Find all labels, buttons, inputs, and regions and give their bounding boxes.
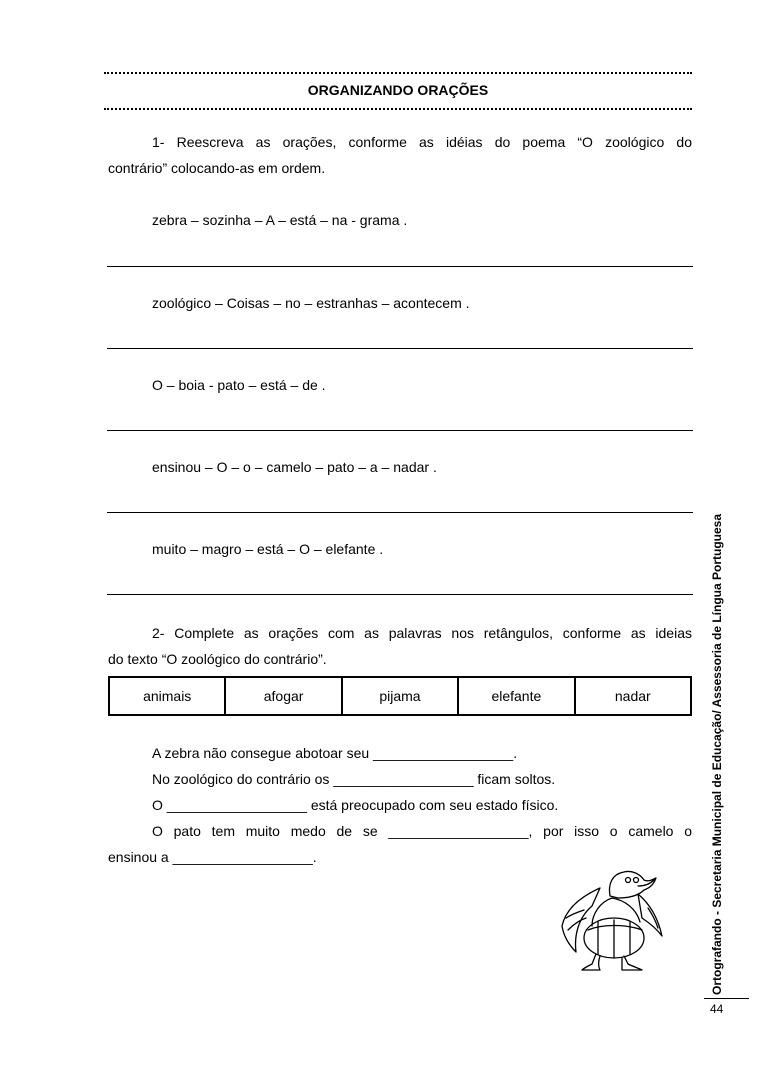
duck-illustration: [552, 866, 672, 978]
page-number-rule: [704, 998, 749, 999]
scrambled-sentence-4: ensinou – O – o – camelo – pato – a – nadar .: [152, 459, 437, 475]
scrambled-sentence-5: muito – magro – está – O – elefante .: [152, 541, 384, 557]
answer-line-2[interactable]: [107, 348, 693, 349]
fill-sentence-3: O __________________ está preocupado com seu estado físico.: [152, 797, 559, 813]
word-bank-table: [108, 676, 692, 716]
title-dotted-rule: [104, 108, 692, 110]
answer-line-1[interactable]: [107, 266, 693, 267]
answer-line-3[interactable]: [107, 430, 693, 431]
exercise2-intro-line2: do texto “O zoológico do contrário”.: [108, 651, 327, 667]
fill-sentence-5: ensinou a __________________.: [108, 849, 317, 865]
answer-line-5[interactable]: [107, 594, 693, 595]
word-bank-elefante: elefante: [458, 677, 574, 715]
answer-line-4[interactable]: [107, 512, 693, 513]
fill-sentence-1: A zebra não consegue abotoar seu __________________.: [152, 745, 518, 761]
exercise1-intro-line2: contrário” colocando-as em ordem.: [108, 160, 326, 176]
sidebar-credit-text: Ortografando - Secretaria Municipal de Educação/ Assessoria de Língua Portuguesa: [710, 513, 724, 995]
exercise2-intro-line1: 2- Complete as orações com as palavras nos retângulos, conforme as ideias: [152, 625, 692, 641]
scrambled-sentence-1: zebra – sozinha – A – está – na - grama .: [152, 212, 408, 228]
word-bank-afogar: afogar: [225, 677, 341, 715]
exercise1-intro-line1: 1- Reescreva as orações, conforme as idéias do poema “O zoológico do: [152, 134, 692, 150]
fill-sentence-4: O pato tem muito medo de se __________________, por isso o camelo o: [152, 823, 692, 839]
word-bank-pijama: pijama: [342, 677, 458, 715]
page-number: 44: [710, 1002, 724, 1016]
top-dotted-rule: [104, 72, 692, 74]
page-title: ORGANIZANDO ORAÇÕES: [307, 82, 489, 98]
word-bank-animais: animais: [109, 677, 225, 715]
scrambled-sentence-2: zoológico – Coisas – no – estranhas – acontecem .: [152, 295, 470, 311]
word-bank-nadar: nadar: [575, 677, 691, 715]
fill-sentence-2: No zoológico do contrário os __________________ ficam soltos.: [152, 771, 556, 787]
scrambled-sentence-3: O – boia - pato – está – de .: [152, 377, 326, 393]
